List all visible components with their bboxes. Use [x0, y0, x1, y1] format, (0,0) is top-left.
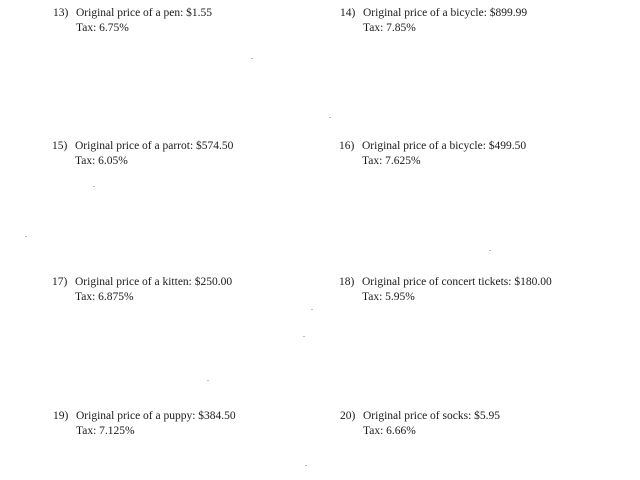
problem-item-text: Original price of a puppy: $384.50	[76, 410, 236, 422]
scan-speck	[489, 250, 491, 251]
scan-speck	[305, 465, 307, 466]
problem-20	[340, 409, 500, 439]
problem-item-text: Original price of a pen: $1.55	[76, 7, 213, 19]
problem-16	[339, 139, 526, 169]
problem-tax: Tax: 7.125%	[76, 425, 135, 437]
problem-item-text: Original price of socks: $5.95	[363, 410, 501, 422]
problem-line	[53, 6, 212, 21]
problem-item-text: Original price of concert tickets: $180.00	[362, 276, 552, 288]
problem-tax: Tax: 5.95%	[362, 291, 415, 303]
problem-13	[53, 6, 212, 36]
scan-speck	[251, 58, 253, 59]
problem-line	[53, 409, 236, 424]
problem-number: 18)	[339, 276, 355, 288]
problem-number: 20)	[340, 410, 356, 422]
problem-14	[340, 6, 527, 36]
scan-speck	[311, 309, 313, 310]
scan-speck	[303, 336, 305, 337]
problem-number: 19)	[53, 410, 69, 422]
scan-speck	[329, 117, 331, 118]
problem-line	[340, 6, 527, 21]
problem-number: 16)	[339, 140, 355, 152]
problem-tax: Tax: 6.05%	[75, 155, 128, 167]
problem-19	[53, 409, 236, 439]
problem-tax: Tax: 6.66%	[363, 425, 416, 437]
problem-17	[52, 275, 232, 305]
problem-18	[339, 275, 552, 305]
problem-item-text: Original price of a bicycle: $499.50	[362, 140, 527, 152]
problem-number: 14)	[340, 7, 356, 19]
problem-item-text: Original price of a kitten: $250.00	[75, 276, 233, 288]
problem-tax: Tax: 7.85%	[363, 22, 416, 34]
scan-speck	[93, 186, 95, 187]
problem-15	[52, 139, 233, 169]
problem-line	[52, 275, 232, 290]
problem-item-text: Original price of a bicycle: $899.99	[363, 7, 528, 19]
problem-item-text: Original price of a parrot: $574.50	[75, 140, 234, 152]
scan-speck	[207, 380, 209, 381]
problem-tax: Tax: 6.75%	[76, 22, 129, 34]
problem-line	[52, 139, 233, 154]
problem-line	[340, 409, 500, 424]
problem-line	[339, 139, 526, 154]
scan-speck	[25, 236, 27, 237]
problem-number: 15)	[52, 140, 68, 152]
problem-tax: Tax: 7.625%	[362, 155, 421, 167]
problem-line	[339, 275, 552, 290]
problem-tax: Tax: 6.875%	[75, 291, 134, 303]
problem-number: 13)	[53, 7, 69, 19]
problem-number: 17)	[52, 276, 68, 288]
